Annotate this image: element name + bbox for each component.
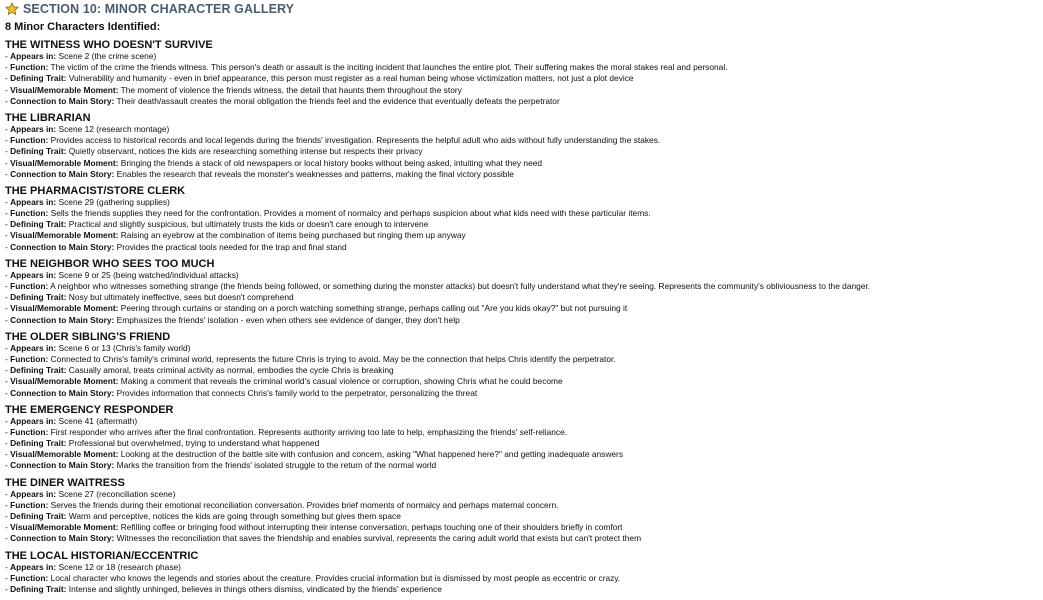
field-label: Visual/Memorable Moment: [10,376,119,387]
character-field [5,303,1043,314]
character-field [5,573,1043,584]
character-field [5,343,1043,354]
field-value: Provides the practical tools needed for the trap and final stand [116,241,347,252]
character-count: 8 Minor Characters Identified: [5,21,161,33]
bullet-dash: - [5,168,11,179]
field-value: Intense and slightly unhinged, believes in things others dismiss, vindicated by the friends' experience [68,583,442,594]
bullet-dash: - [5,51,11,61]
bullet-dash: - [5,62,11,73]
bullet-dash: - [5,135,11,146]
bullet-dash: - [5,449,11,460]
field-value: First responder who arrives after the final confrontation. Represents authority arriving too late to help, emphasizing the friends' self-reliance. [50,426,568,437]
field-label: Appears in: [10,51,57,61]
bullet-dash: - [5,460,11,471]
character-field [5,292,1043,303]
bullet-dash: - [5,73,11,84]
field-label: Connection to Main Story: [10,168,115,179]
field-value: Scene 29 (gathering supplies) [58,196,170,207]
character-field [5,354,1043,365]
bullet-dash: - [5,415,11,426]
field-value: Provides information that connects Chris's family world to the perpetrator, personalizing the threat [116,387,478,398]
field-label: Function: [10,208,49,219]
character-entry [5,112,1043,180]
field-label: Defining Trait: [10,219,67,230]
field-value: A neighbor who witnesses something strange (the friends being followed, or something during the monster attacks) but doesn't fully understand what they're seeing. Represents the community's obliviousness to the danger. [50,281,871,291]
field-value: Emphasizes the friends' isolation - even when others see evidence of danger, they don't help [116,314,460,325]
field-value: Making a comment that reveals the criminal world's casual violence or corruption, showing Chris what he could become [120,376,563,387]
character-field [5,388,1043,399]
field-value: Connected to Chris's family's criminal world, represents the future Chris is trying to avoid. May be the connection that helps Chris identify the perpetrator. [50,353,616,364]
character-entry [5,258,1043,326]
field-label: Defining Trait: [10,146,67,157]
character-entry [5,185,1043,253]
bullet-dash: - [5,438,11,449]
bullet-dash: - [5,95,11,106]
character-entry [5,550,1043,596]
field-value: The moment of violence the friends witness, the detail that haunts them throughout the story [120,84,462,95]
bullet-dash: - [5,522,11,533]
field-value: Raising an eyebrow at the combination of items being purchased but ringing them up anyway [120,230,466,241]
character-field [5,315,1043,326]
character-entry [5,404,1043,472]
bullet-dash: - [5,303,11,314]
bullet-dash: - [5,123,11,134]
field-label: Connection to Main Story: [10,241,115,252]
field-label: Defining Trait: [10,73,67,84]
field-label: Appears in: [10,269,57,280]
bullet-dash: - [5,146,11,157]
character-entry [5,477,1043,545]
bullet-dash: - [5,533,11,544]
character-field [5,584,1043,595]
bullet-dash: - [5,583,11,594]
character-field [5,208,1043,219]
field-label: Function: [10,499,49,510]
character-field [5,146,1043,157]
bullet-dash: - [5,561,11,572]
character-field [5,270,1043,281]
character-name: THE WITNESS WHO DOESN'T SURVIVE [5,39,213,51]
bullet-dash: - [5,314,11,325]
field-value: Local character who knows the legends and stories about the creature. Provides crucial information but is dismissed by most people as eccentric or crazy. [50,572,621,583]
character-field [5,73,1043,84]
field-label: Appears in: [10,123,57,134]
field-label: Visual/Memorable Moment: [10,449,119,460]
field-value: Enables the research that reveals the monster's weaknesses and patterns, making the final victory possible [116,168,514,179]
field-value: Casually amoral, treats criminal activity as normal, embodies the cycle Chris is breaking [68,365,394,376]
field-label: Appears in: [10,342,57,353]
character-entry [5,39,1043,107]
field-label: Appears in: [10,415,57,426]
field-value: Scene 41 (aftermath) [58,415,138,426]
field-value: Refilling coffee or bringing food without interrupting their intense conversation, perhaps touching one of their shoulders briefly in comfort [120,522,623,533]
field-label: Connection to Main Story: [10,387,115,398]
bullet-dash: - [5,208,11,219]
field-label: Appears in: [10,488,57,499]
character-field [5,85,1043,96]
character-field [5,62,1043,73]
field-label: Visual/Memorable Moment: [10,84,119,95]
character-field [5,416,1043,427]
character-field [5,438,1043,449]
character-field [5,489,1043,500]
character-field [5,511,1043,522]
field-label: Defining Trait: [10,511,67,521]
bullet-dash: - [5,269,11,280]
field-label: Function: [10,62,49,73]
field-label: Visual/Memorable Moment: [10,522,119,533]
field-value: Scene 12 or 18 (research phase) [58,561,181,572]
field-value: Provides access to historical records and local legends during the friends' investigation. Represents the helpful adult who aids without fully understanding the stakes. [50,135,661,146]
character-field [5,376,1043,387]
bullet-dash: - [5,157,11,168]
bullet-dash: - [5,219,11,230]
bullet-dash: - [5,511,11,521]
character-field [5,230,1043,241]
character-field [5,500,1043,511]
field-value: Their death/assault creates the moral obligation the friends feel and the evidence that eventually defeats the perpetrator [116,95,560,106]
character-field [5,427,1043,438]
section-header [5,1,294,17]
character-field [5,562,1043,573]
field-label: Function: [10,135,49,146]
field-label: Function: [10,572,49,583]
field-label: Connection to Main Story: [10,533,115,544]
field-value: Scene 9 or 25 (being watched/individual attacks) [58,269,239,280]
character-entry [5,331,1043,399]
field-value: Serves the friends during their emotional reconciliation conversation. Provides brief moments of normalcy and perhaps maternal concern. [50,499,559,510]
bullet-dash: - [5,426,11,437]
field-value: The victim of the crime the friends witness. This person's death or assault is the inciting incident that launches the entire plot. Their suffering makes the moral stakes real and personal. [50,62,728,73]
character-name: THE OLDER SIBLING'S FRIEND [5,330,171,343]
character-field [5,124,1043,135]
field-value: Warm and perceptive, notices the kids are going through something but gives them space [68,511,401,521]
character-field [5,51,1043,62]
character-field [5,522,1043,533]
field-label: Visual/Memorable Moment: [10,157,119,168]
character-field [5,219,1043,230]
character-name: THE NEIGHBOR WHO SEES TOO MUCH [5,257,215,270]
bullet-dash: - [5,376,11,387]
field-label: Appears in: [10,196,57,207]
bullet-dash: - [5,292,11,303]
character-field [5,242,1043,253]
character-field [5,158,1043,169]
field-label: Function: [10,281,49,291]
field-label: Connection to Main Story: [10,95,115,106]
field-value: Practical and slightly suspicious, but ultimately trusts the kids or doesn't care enough to intervene [68,219,429,230]
bullet-dash: - [5,387,11,398]
field-value: Scene 6 or 13 (Chris's family world) [58,342,191,353]
field-value: Bringing the friends a stack of old newspapers or local history books without being asked, intuiting what they need [120,157,543,168]
field-value: Marks the transition from the friends' isolated struggle to the return of the normal world [116,460,437,471]
character-field [5,460,1043,471]
character-name: THE LIBRARIAN [5,111,91,124]
field-label: Connection to Main Story: [10,314,115,325]
field-value: Scene 2 (the crime scene) [58,51,157,61]
character-field [5,449,1043,460]
field-label: Defining Trait: [10,438,67,449]
field-value: Scene 12 (research montage) [58,123,170,134]
field-value: Nosy but ultimately ineffective, sees but doesn't comprehend [68,292,294,303]
bullet-dash: - [5,572,11,583]
field-label: Defining Trait: [10,365,67,376]
bullet-dash: - [5,342,11,353]
field-value: Looking at the destruction of the battle site with confusion and concern, asking "What happened here?" and getting inadequate answers [120,449,624,460]
field-label: Appears in: [10,561,57,572]
field-label: Function: [10,426,49,437]
field-label: Defining Trait: [10,583,67,594]
bullet-dash: - [5,84,11,95]
character-field [5,197,1043,208]
field-value: Peering through curtains or standing on a porch watching something strange, perhaps calling out "Are you kids okay?" but not pursuing it [120,303,628,314]
field-value: Scene 27 (reconciliation scene) [58,488,176,499]
character-name: THE PHARMACIST/STORE CLERK [5,184,186,197]
field-label: Function: [10,353,49,364]
character-name: THE DINER WAITRESS [5,476,125,489]
character-name: THE LOCAL HISTORIAN/ECCENTRIC [5,549,199,562]
character-field [5,533,1043,544]
bullet-dash: - [5,230,11,241]
star-icon [5,2,19,16]
field-value: Vulnerability and humanity - even in brief appearance, this person must register as a real human being whose victimization matters, not just a plot device [68,73,634,84]
field-value: Witnesses the reconciliation that saves the friendship and enables survival, represents the caring adult world that exists but can't protect them [116,533,642,544]
bullet-dash: - [5,353,11,364]
character-field [5,365,1043,376]
field-label: Defining Trait: [10,292,67,303]
character-name: THE EMERGENCY RESPONDER [5,403,174,416]
field-value: Sells the friends supplies they need for the confrontation. Provides a moment of normalcy and perhaps suspicion about what kids need with these particular items. [50,208,651,219]
field-value: Quietly observant, notices the kids are researching something intense but respects their privacy [68,146,423,157]
bullet-dash: - [5,241,11,252]
bullet-dash: - [5,488,11,499]
bullet-dash: - [5,499,11,510]
character-field [5,96,1043,107]
bullet-dash: - [5,281,11,291]
bullet-dash: - [5,196,11,207]
section-title: SECTION 10: MINOR CHARACTER GALLERY [23,2,295,16]
field-label: Visual/Memorable Moment: [10,303,119,314]
bullet-dash: - [5,365,11,376]
field-label: Visual/Memorable Moment: [10,230,119,241]
character-field [5,169,1043,180]
field-label: Connection to Main Story: [10,460,115,471]
field-value: Professional but overwhelmed, trying to understand what happened [68,438,320,449]
character-list [5,39,1043,600]
character-field [5,135,1043,146]
character-field [5,281,1043,292]
